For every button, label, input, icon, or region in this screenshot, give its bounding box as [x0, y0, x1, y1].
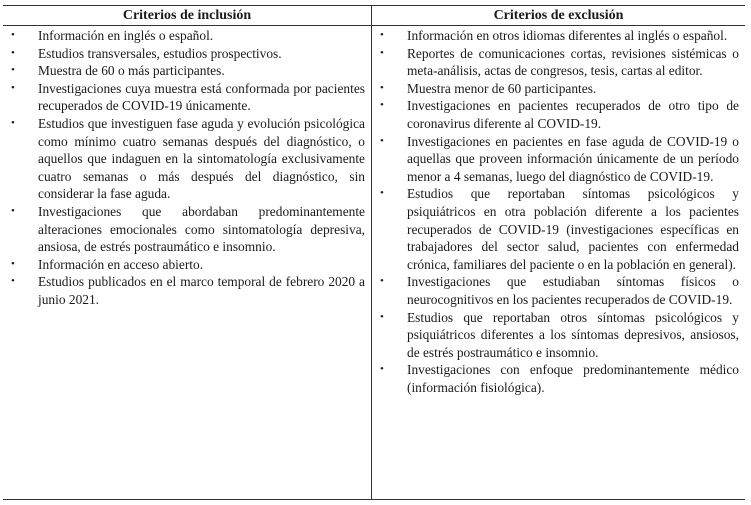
exclusion-item [372, 80, 745, 98]
inclusion-item [3, 273, 371, 308]
inclusion-item-text: Investigaciones que abordaban predominantemente alteraciones emocionales como sintomatología depresiva, ansiosa, de estrés postraumático e insomnio. [38, 203, 365, 255]
bullet-icon: • [11, 257, 15, 270]
bullet-icon: • [11, 204, 15, 217]
bullet-icon: • [11, 275, 15, 288]
bullet-icon: • [380, 310, 384, 323]
inclusion-item [3, 27, 371, 45]
exclusion-item [372, 133, 745, 186]
bullet-icon: • [380, 99, 384, 112]
bullet-icon: • [380, 81, 384, 94]
exclusion-item-text: Estudios que reportaban síntomas psicológicos y psiquiátricos en otra población diferente a los pacientes recuperados de COVID-19 (investigaciones específicas en trabajadores del sector salud, pacientes con enfermedad crónica, familiares del paciente o en la población en general). [407, 186, 739, 272]
exclusion-item [372, 361, 745, 396]
bullet-icon: • [380, 46, 384, 59]
inclusion-item-text: Información en inglés o español. [38, 28, 214, 43]
bullet-icon: • [11, 46, 15, 59]
exclusion-item [372, 27, 745, 45]
inclusion-item [3, 115, 371, 203]
exclusion-item [372, 273, 745, 308]
inclusion-item [3, 45, 371, 63]
bullet-icon: • [11, 29, 15, 41]
exclusion-item [372, 185, 745, 273]
inclusion-item [3, 80, 371, 115]
inclusion-item-text: Investigaciones cuya muestra está conformada por pacientes recuperados de COVID-19 únicamente. [38, 80, 365, 114]
exclusion-item-text: Información en otros idiomas diferentes al inglés o español. [407, 28, 728, 43]
exclusion-header: Criterios de exclusión [493, 8, 624, 23]
inclusion-list [3, 27, 371, 309]
inclusion-header: Criterios de inclusión [122, 8, 252, 23]
criteria-table [3, 5, 745, 500]
inclusion-item-text: Información en acceso abierto. [38, 256, 204, 272]
exclusion-item-text: Reportes de comunicaciones cortas, revisiones sistémicas o meta-análisis, actas de congresos, tesis, cartas al editor. [407, 45, 739, 79]
inclusion-item-text: Muestra de 60 o más participantes. [38, 63, 225, 79]
exclusion-item-text: Investigaciones con enfoque predominantemente médico (información fisiológica). [407, 362, 739, 395]
bullet-icon: • [380, 363, 384, 376]
exclusion-list [372, 27, 745, 396]
exclusion-item-text: Investigaciones en pacientes en fase aguda de COVID-19 o aquellas que proveen información únicamente de un período menor a 4 semanas, luego del diagnóstico de COVID-19. [407, 133, 739, 184]
bullet-icon: • [11, 116, 15, 129]
bullet-icon: • [380, 275, 384, 288]
inclusion-item [3, 256, 371, 274]
inclusion-item-text: Estudios transversales, estudios prospectivos. [38, 45, 282, 61]
exclusion-item-text: Investigaciones que estudiaban síntomas físicos o neurocognitivos en los pacientes recuperados de COVID-19. [407, 274, 739, 307]
bullet-icon: • [11, 81, 15, 94]
inclusion-item-text: Estudios que investiguen fase aguda y evolución psicológica como mínimo cuatro semanas después del diagnóstico, o aquellos que indaguen en la sintomatología exclusivamente cuatro semanas o más después del diagnóstico, sin considerar la fase aguda. [38, 115, 365, 202]
bullet-icon: • [380, 134, 384, 147]
table-header-row [3, 6, 745, 26]
exclusion-item [372, 97, 745, 132]
exclusion-item-text: Estudios que reportaban otros síntomas psicológicos y psiquiátricos diferentes a los síntomas depresivos, ansiosos, de estrés postraumático e insomnio. [407, 309, 739, 360]
bullet-icon: • [11, 64, 15, 77]
exclusion-item [372, 45, 745, 80]
inclusion-item-text: Estudios publicados en el marco temporal de febrero 2020 a junio 2021. [38, 274, 365, 307]
bullet-icon: • [380, 187, 384, 200]
exclusion-item-text: Muestra menor de 60 participantes. [407, 80, 597, 96]
bullet-icon: • [380, 29, 384, 41]
exclusion-item-text: Investigaciones en pacientes recuperados de otro tipo de coronavirus diferente al COVID-19. [407, 98, 739, 131]
inclusion-item [3, 62, 371, 80]
inclusion-item [3, 203, 371, 256]
exclusion-item [372, 309, 745, 362]
